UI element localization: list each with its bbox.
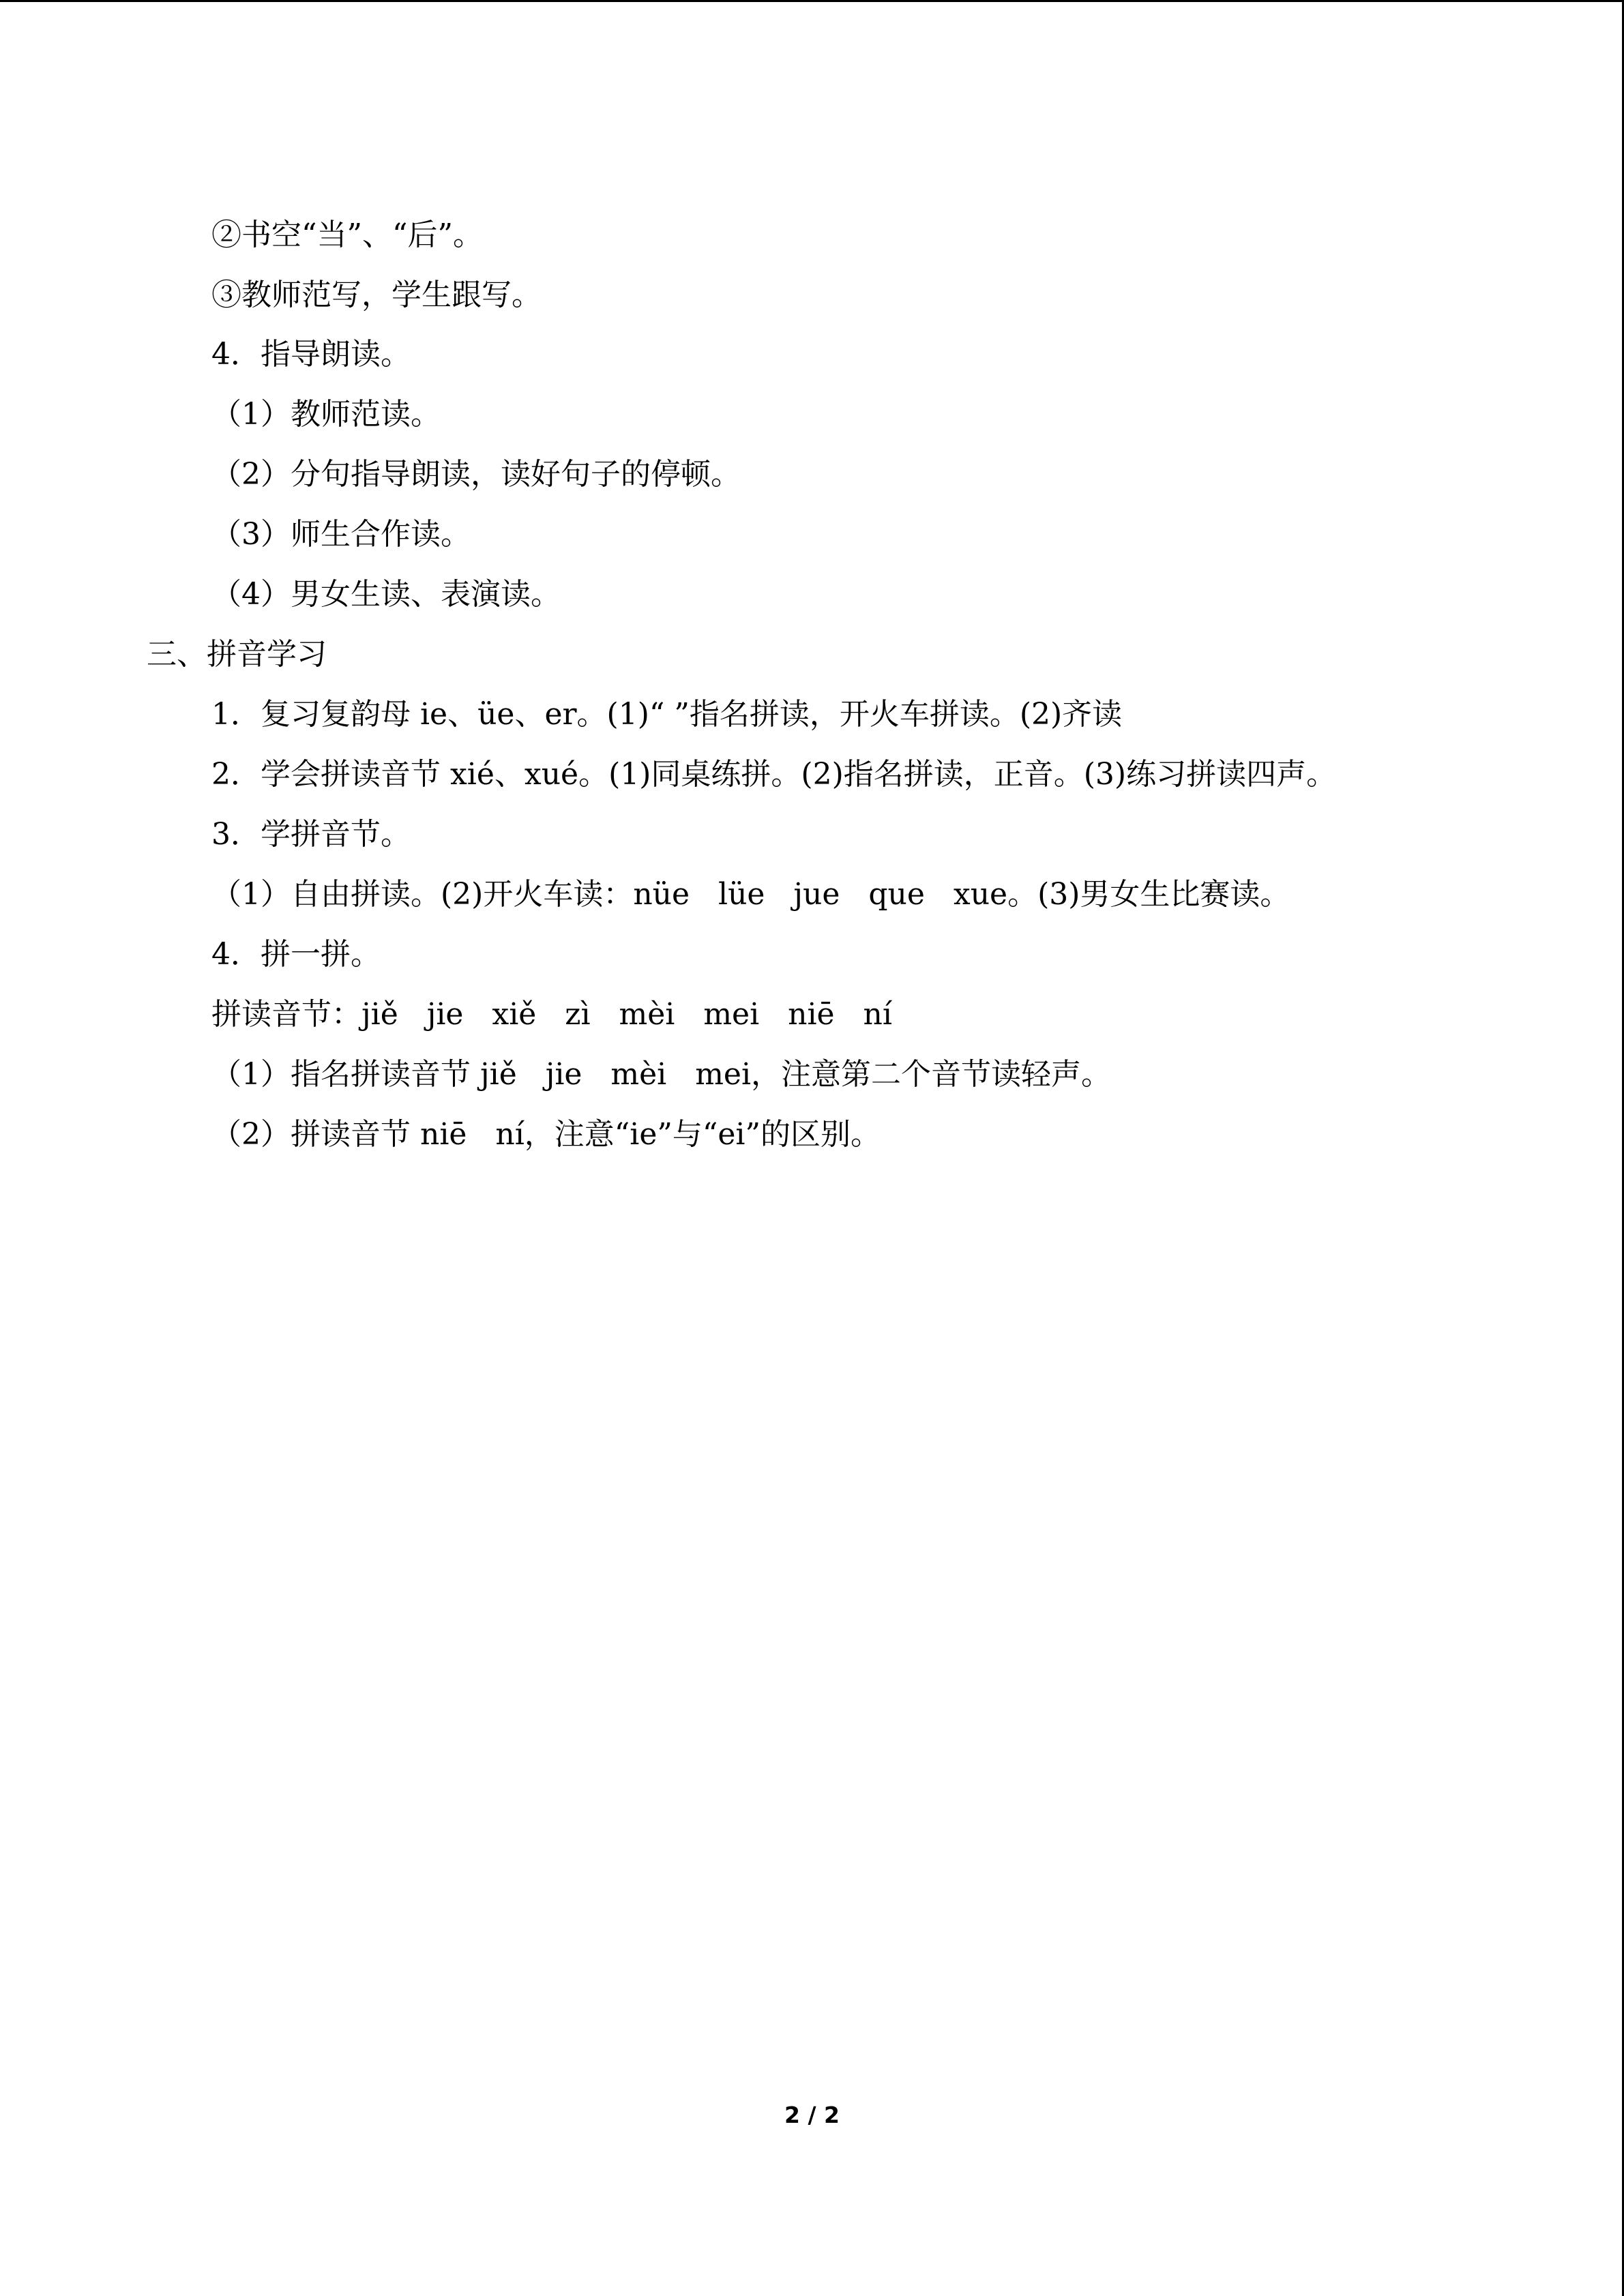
text-line-2: ③教师范写，学生跟写。 xyxy=(211,278,542,312)
text-line-5: （2）分句指导朗读，读好句子的停顿。 xyxy=(211,457,741,492)
page-top-border xyxy=(0,0,1624,2)
text-line-12: （1）自由拼读。(2)开火车读：nüe lüe jue que xue。(3)男女生比赛读。 xyxy=(211,877,1290,912)
text-line-14: 拼读音节：jiě jie xiě zì mèi mei niē ní xyxy=(211,997,892,1032)
text-line-10: 2．学会拼读音节 xié、xué。(1)同桌练拼。(2)指名拼读，正音。(3)练习拼读四声。 xyxy=(211,757,1337,792)
text-line-3: 4．指导朗读。 xyxy=(211,337,411,372)
text-line-1: ②书空“当”、“后”。 xyxy=(211,218,483,252)
text-line-16: （2）拼读音节 niē ní，注意“ie”与“ei”的区别。 xyxy=(211,1117,881,1152)
text-line-6: （3）师生合作读。 xyxy=(211,517,471,552)
page-number: 2 / 2 xyxy=(784,2102,840,2128)
section-heading-pinyin: 三、拼音学习 xyxy=(147,637,327,672)
text-line-9: 1．复习复韵母 ie、üe、er。(1)“ ”指名拼读，开火车拼读。(2)齐读 xyxy=(211,697,1123,732)
text-line-11: 3．学拼音节。 xyxy=(211,817,411,852)
text-line-15: （1）指名拼读音节 jiě jie mèi mei，注意第二个音节读轻声。 xyxy=(211,1057,1112,1092)
text-line-13: 4．拼一拼。 xyxy=(211,937,381,972)
text-line-4: （1）教师范读。 xyxy=(211,397,441,432)
text-line-7: （4）男女生读、表演读。 xyxy=(211,577,561,612)
